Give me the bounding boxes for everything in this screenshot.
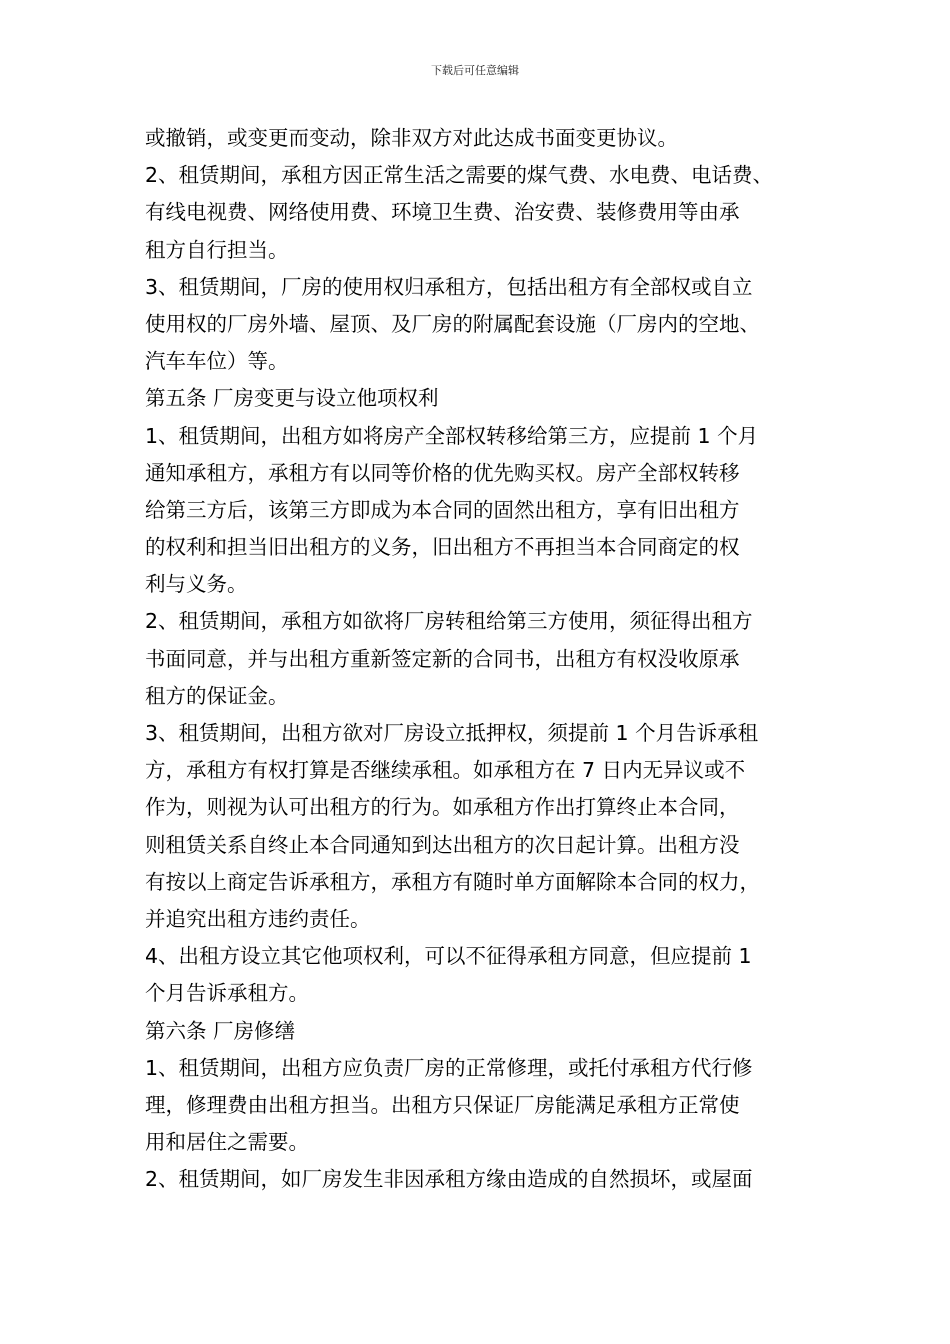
text-line: 有线电视费、网络使用费、环境卫生费、治安费、装修费用等由承	[145, 200, 740, 225]
text-line: 用和居住之需要。	[145, 1130, 309, 1155]
text-line: 3、租赁期间，出租方欲对厂房设立抵押权，须提前 1 个月告诉承租	[145, 721, 759, 745]
text-line: 2、租赁期间，如厂房发生非因承租方缘由造成的自然损坏，或屋面	[145, 1167, 753, 1192]
text-line: 并追究出租方违约责任。	[145, 906, 371, 931]
text-line: 1、租赁期间，出租方应负责厂房的正常修理，或托付承租方代行修	[145, 1055, 753, 1080]
text-line: 理，修理费由出租方担当。出租方只保证厂房能满足承租方正常使	[145, 1092, 740, 1117]
section-heading: 第六条 厂房修缮	[145, 1018, 296, 1043]
page-header: 下载后可任意编辑	[431, 64, 519, 77]
document-body	[145, 120, 820, 1198]
text-line: 通知承租方，承租方有以同等价格的优先购买权。房产全部权转移	[145, 460, 740, 485]
text-line: 的权利和担当旧出租方的义务，旧出租方不再担当本合同商定的权	[145, 535, 740, 560]
text-line: 1、租赁期间，出租方如将房产全部权转移给第三方，应提前 1 个月	[145, 423, 759, 448]
text-line: 租方的保证金。	[145, 683, 289, 708]
text-line: 4、出租方设立其它他项权利，可以不征得承租方同意，但应提前 1	[145, 944, 752, 969]
text-line: 有按以上商定告诉承租方，承租方有随时单方面解除本合同的权力，	[145, 869, 760, 894]
text-line: 个月告诉承租方。	[145, 981, 309, 1006]
text-line: 作为，则视为认可出租方的行为。如承租方作出打算终止本合同，	[145, 795, 740, 820]
text-line: 给第三方后，该第三方即成为本合同的固然出租方，享有旧出租方	[145, 497, 740, 522]
text-line: 汽车车位）等。	[145, 349, 289, 374]
text-line: 使用权的厂房外墙、屋顶、及厂房的附属配套设施（厂房内的空地、	[145, 311, 760, 336]
text-line: 书面同意，并与出租方重新签定新的合同书，出租方有权没收原承	[145, 646, 740, 671]
text-line: 利与义务。	[145, 572, 248, 597]
text-line: 2、租赁期间，承租方如欲将厂房转租给第三方使用，须征得出租方	[145, 609, 753, 634]
text-line: 则租赁关系自终止本合同通知到达出租方的次日起计算。出租方没	[145, 832, 740, 857]
text-line: 3、租赁期间，厂房的使用权归承租方，包括出租方有全部权或自立	[145, 274, 753, 299]
section-heading: 第五条 厂房变更与设立他项权利	[145, 386, 439, 411]
text-line: 2、租赁期间，承租方因正常生活之需要的煤气费、水电费、电话费、	[145, 163, 774, 188]
text-line: 租方自行担当。	[145, 237, 289, 262]
text-line: 或撤销，或变更而变动，除非双方对此达成书面变更协议。	[145, 126, 678, 150]
text-line: 方，承租方有权打算是否继续承租。如承租方在 7 日内无异议或不	[145, 758, 746, 783]
